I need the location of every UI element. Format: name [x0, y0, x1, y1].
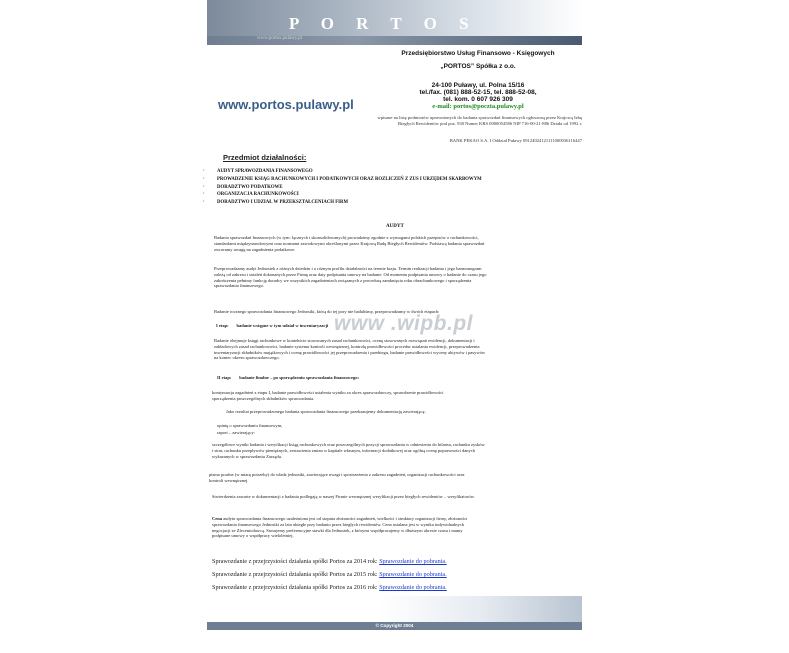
- audit-heading: AUDYT: [386, 224, 404, 229]
- report-line-2015: Sprawozdanie z przejrzystości działania spółki Portos za 2015 rok: Sprawozdanie do pobrania.: [212, 571, 447, 578]
- audit-paragraph-8: szczegółowe wyniki badania i weryfikacji ksiąg rachunkowych oraz poszczególnych pozycji sprawozdania w odniesieniu do bilansu, rachunku zysków i strat, rachunku przepływów pieniężnych, zestawienia zmian w kapitale własnym, informacji dodatkowej oraz ogólną ocenę poprawności danych wykazanych w sprawozdaniu Zarządu.: [212, 442, 485, 459]
- company-mobile: tel. kom. 0 607 926 309: [443, 96, 513, 103]
- company-name-line2: „PORTOS” Spółka z o.o.: [440, 63, 516, 70]
- header-bar: [207, 36, 582, 45]
- site-logo-title: P O R T O S: [289, 14, 478, 33]
- list-item: · AUDYT SPRAWOZDANIA FINANSOWEGO: [203, 169, 313, 174]
- audit-paragraph-5: kontynuacja zagadnień z etapu I, badanie prawidłowości ustalenia wyniku za okres sprawozdawczy, sprawdzenie prawidłowości sporządzenia poszczególnych składników sprawozdania.: [212, 390, 444, 401]
- download-report-2014-link[interactable]: Sprawozdanie do pobrania.: [379, 558, 447, 565]
- audit-paragraph-6: Jako rezultat przeprowadzonego badania sprawozdania finansowego przekazujemy dokumentację zawierającą:: [226, 409, 426, 414]
- list-item: · PROWADZENIE KSIĄG RACHUNKOWYCH I PODATKOWYCH ORAZ ROZLICZEŃ Z ZUS I URZĘDEM SKARBOWYM: [203, 176, 482, 182]
- copyright-text: © Copyright 2004: [375, 623, 414, 628]
- audit-paragraph-1: Badania sprawozdań finansowych (w tym: łącznych i skonsolidowanych) prowadzimy zgodnie z wymogami polskich przepisów o rachunkowości, standardami międzynarodowymi oraz normami zawodowymi określonymi przez Krajową Radę Biegłych Rewidentów. Podstawą badania sprawozdań zwracamy uwagę na zagadnienia podatkowe.: [214, 235, 485, 252]
- audit-paragraph-price: Cena audytu sprawozdania finansowego uzależniona jest od stopnia złożoności zagadnień, wielkości i struktury organizacji firmy, złożoności sprawozdania finansowego Jednostki za lata ubiegłe przy badaniu przez biegłych rewidentów. Cena ustalana jest w wyniku indywidualnych negocjacji ze Zleceniodawcą. Stosujemy preferencyjne stawki dla Jednostek, z którymi współpracujemy w dłuższym okresie czasu i mamy podpisane umowy o współpracy wieloletniej.: [212, 516, 468, 539]
- company-phone: tel./fax. (081) 888-52-15, tel. 888-52-08,: [419, 89, 537, 96]
- company-address: 24-100 Puławy, ul. Polna 15/16: [431, 82, 525, 89]
- audit-paragraph-2: Przeprowadzamy audyt Jednostek z różnych dziedzin i o różnym profilu działalności na terenie kraju. Termin realizacji badania i jego harmonogram zależą od zakresu i ustaleń dokonanych przez Firmę oraz daty podpisania umowy na badanie. Od momentu podpisania umowy o badanie do czasu jego zakończenia pełnimy funkcję doradcy we wszystkich zagadnieniach związanych z procedurą zamknięcia roku obrachunkowego i sporządzenia sprawozdania finansowego.: [214, 266, 487, 289]
- website-url: www.portos.pulawy.pl: [218, 97, 354, 112]
- report-line-2014: Sprawozdanie z przejrzystości działania spółki Portos za 2014 rok: Sprawozdanie do pobrania.: [212, 558, 447, 565]
- list-item: · ORGANIZACJA RACHUNKOWOŚCI: [203, 192, 299, 198]
- header-bar-text: www.portos.pulawy.pl: [257, 36, 303, 41]
- stage-1-heading: I etap: badanie wstępne w tym udział w inwentaryzacji: [216, 323, 329, 328]
- list-item: · DORADZTWO I UDZIAŁ W PRZEKSZTAŁCENIACH FIRM: [203, 200, 349, 206]
- bank-account: BANK PEKAO S.A. I Oddział Puławy 09124024121111000036116447: [449, 138, 582, 143]
- footer-graphic: [380, 596, 582, 622]
- audit-paragraph-3: Badanie rocznego sprawozdania finansowego Jednostki, którą do tej pory nie badaliśmy, przeprowadzamy w dwóch etapach:: [214, 309, 440, 314]
- company-info: [393, 50, 563, 110]
- services-list: [203, 168, 482, 207]
- footer-bar: [207, 622, 582, 630]
- report-line-2016: Sprawozdanie z przejrzystości działania spółki Portos za 2016 rok: Sprawozdanie do pobrania.: [212, 584, 447, 591]
- company-name-line1: Przedsiębiorstwo Usług Finansowo - Księgowych: [401, 50, 555, 57]
- registration-info: wpisane na listę podmiotów uprawnionych do badania sprawozdań finansowych ogłoszoną przez Krajową Izbę Biegłych Rewidentów pod poz. 930 Numer KRS 0000054586 NIP 716-00-21-886 Działa od 1992 r.: [377, 115, 582, 126]
- list-item: · DORADZTWO PODATKOWE: [203, 184, 283, 190]
- company-email-link[interactable]: e-mail: portos@poczta.pulawy.pl: [432, 103, 524, 110]
- services-heading: Przedmiot działalności:: [223, 153, 307, 162]
- audit-item-opinion: opinię o sprawozdaniu finansowym,: [217, 423, 283, 428]
- stage-2-heading: II etap: badanie finalne – po sporządzeniu sprawozdania finansowego:: [217, 375, 360, 380]
- audit-paragraph-4: Badanie obejmuje księgi rachunkowe w kontekście stosowanych zasad rachunkowości, ocenę stosowanych rozwiązań ewidencji, dokumentacji i zakładowych zasad rachunkowości, badanie systemu kontroli wewnętrznej, kontrolę prawidłowości procedur ustalania ewidencji, przeprowadzenia inwentaryzacji składników majątkowych i ocenę prawidłowości jej przeprowadzenia i przebiegu, badanie prawidłowości wyceny aktywów i pasywów na koniec okresu sprawozdawczego.: [214, 338, 486, 361]
- download-report-2015-link[interactable]: Sprawozdanie do pobrania.: [379, 571, 447, 578]
- audit-paragraph-9: pismo poufne (w miarę potrzeby) do władz jednostki, zawierające uwagi i spostrzeżenia z zakresu zagadnień, organizacji rachunkowości oraz kontroli wewnętrznej.: [209, 472, 465, 483]
- audit-item-report: raport – zawierający:: [217, 430, 255, 435]
- download-report-2016-link[interactable]: Sprawozdanie do pobrania.: [379, 584, 447, 591]
- header-banner: [207, 0, 582, 36]
- watermark-text: www .wipb.pl: [334, 312, 473, 335]
- audit-paragraph-10: Stwierdzenia zawarte w dokumentacji z badania podlegają w naszej Firmie wewnętrznej weryfikacji przez biegłych rewidentów – weryfikatorów.: [212, 494, 475, 499]
